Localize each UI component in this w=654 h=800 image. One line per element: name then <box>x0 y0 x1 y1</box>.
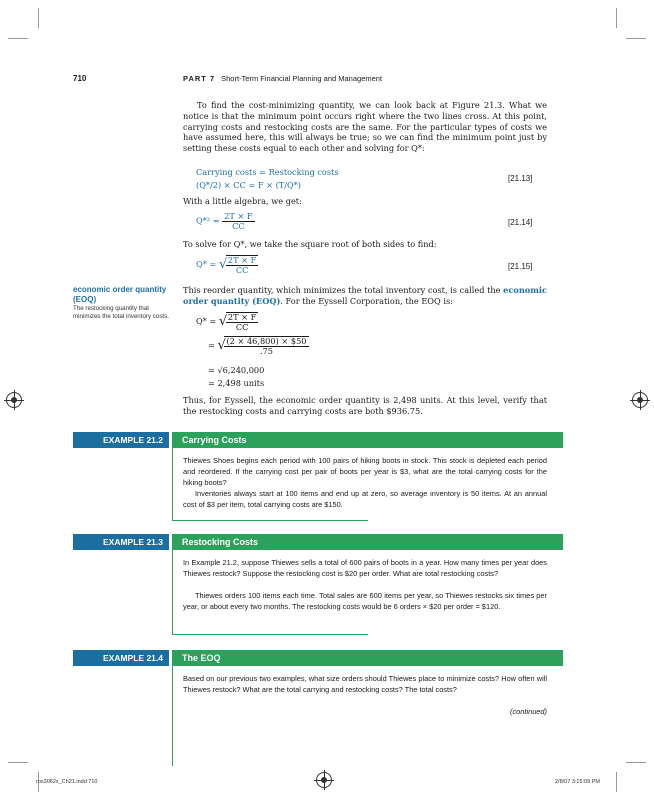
example-title: Carrying Costs <box>172 432 563 448</box>
eq-21-15-lhs: Q* = <box>196 259 217 269</box>
sqrt-text: To solve for Q*, we take the square root of both sides to find: <box>183 239 437 249</box>
continued-note: (continued) <box>510 707 547 716</box>
square-root <box>219 312 258 332</box>
denominator: .75 <box>259 346 273 356</box>
crop-mark <box>38 8 39 28</box>
example-text: Inventories always start at 100 items and end up at zero, so average inventory is 50 items. At an annual cost of $3 per item, total carrying costs are $150. <box>183 489 547 509</box>
algebra-text: With a little algebra, we get: <box>183 196 302 206</box>
eq-21-15-number: [21.15] <box>508 262 533 271</box>
margin-definition-text: The restocking quantity that minimizes the total inventory costs. <box>73 305 169 320</box>
example-label: EXAMPLE 21.3 <box>73 534 169 550</box>
eoq-key-term: economic order quantity (EOQ) <box>183 285 547 306</box>
eq-21-13-line1: Carrying costs = Restocking costs <box>196 167 339 177</box>
numerator: √ (2 × 46,800) × $50 <box>226 336 307 346</box>
crop-mark <box>8 762 28 763</box>
denominator: CC <box>232 221 245 231</box>
numerator: √ 2T × F <box>227 255 257 265</box>
margin-term: economic order quantity (EOQ) <box>73 285 167 304</box>
eq-21-14-lhs: Q*² = <box>196 215 220 226</box>
example-text: Thiewes orders 100 items each time. Total sales are 600 items per year, so Thiewes restocks six times per year, or about every two months. The restocking costs would be 6 orders × $20 per order = $120. <box>183 591 547 611</box>
running-head <box>183 74 382 83</box>
square-root <box>217 336 308 356</box>
calc-line-2 <box>208 336 309 356</box>
example-footer-rule <box>172 634 368 635</box>
registration-mark-icon <box>632 392 648 408</box>
crop-mark <box>626 762 646 763</box>
example-rule <box>172 666 173 766</box>
example-title: The EOQ <box>172 650 563 666</box>
example-text: Based on our previous two examples, what size orders should Thiewes place to minimize costs? How often will Thiewes restock? What are the total carrying and restocking costs? The total costs? <box>183 674 547 694</box>
example-text: In Example 21.2, suppose Thiewes sells a total of 600 pairs of boots in a year. How many times per year does Thiewes restock? Suppose the restocking cost is $20 per order. What are total restocking costs? <box>183 558 547 578</box>
conclusion-paragraph: Thus, for Eyssell, the economic order quantity is 2,498 units. At this level, verify that the restocking costs and carrying costs are both $936.75. <box>183 395 547 416</box>
intro-paragraph: To find the cost-minimizing quantity, we can look back at Figure 21.3. What we notice is that the minimum point occurs right where the two lines cross. At this point, carrying costs and restocking costs are the same. For the particular types of costs we have assumed here, this will always be true; so we can find the minimum point just by setting these costs equal to each other and solving for Q*: <box>183 100 547 154</box>
example-label: EXAMPLE 21.2 <box>73 432 169 448</box>
footer-file: ros3062x_Ch21.indd 710 <box>36 779 98 785</box>
eoq-text-before: This reorder quantity, which minimizes the total inventory cost, is called the <box>183 285 504 295</box>
eoq-text-after: . For the Eyssell Corporation, the EOQ is: <box>280 295 453 306</box>
example-rule <box>172 448 173 520</box>
registration-mark-icon <box>316 772 332 788</box>
calc-lhs: Q* = <box>196 316 217 326</box>
footer-date: 2/8/07 3:15:09 PM <box>555 779 600 785</box>
part-title: Short-Term Financial Planning and Management <box>221 74 383 83</box>
eq-21-13-line2: (Q*/2) × CC = F × (T/Q*) <box>196 180 301 190</box>
eq-21-13-number: [21.13] <box>508 174 533 183</box>
eoq-paragraph <box>183 285 547 307</box>
eq-21-14-number: [21.14] <box>508 218 533 227</box>
margin-definition <box>73 285 173 320</box>
example-footer-rule <box>172 520 368 521</box>
example-title: Restocking Costs <box>172 534 563 550</box>
denominator: CC <box>235 265 249 275</box>
calc-line-1 <box>196 312 258 332</box>
square-root <box>219 255 258 275</box>
fraction <box>226 312 258 332</box>
crop-mark <box>8 38 28 39</box>
crop-mark <box>616 8 617 28</box>
numerator: √ 2T × F <box>227 312 257 322</box>
fraction <box>222 212 254 231</box>
example-rule <box>172 550 173 634</box>
calc-eq-sign: = <box>208 340 215 350</box>
crop-mark <box>616 772 617 792</box>
page-number: 710 <box>73 74 87 83</box>
fraction <box>226 255 258 275</box>
calc-line-3: = √6,240,000 <box>208 365 265 375</box>
denominator: CC <box>235 322 249 332</box>
calc-line-4: = 2,498 units <box>208 378 265 388</box>
example-text: Thiewes Shoes begins each period with 100 pairs of hiking boots in stock. This stock is depleted each period and reordered. If the carrying cost per pair of boots per year is $3, what are the total carrying costs for the hiking boots? <box>183 456 547 487</box>
example-label: EXAMPLE 21.4 <box>73 650 169 666</box>
part-label: PART 7 <box>183 74 216 83</box>
eq-21-15 <box>196 255 258 275</box>
crop-mark <box>626 38 646 39</box>
fraction <box>224 336 308 356</box>
registration-mark-icon <box>6 392 22 408</box>
eq-21-14 <box>196 212 255 231</box>
numerator: 2T × F <box>224 211 253 221</box>
